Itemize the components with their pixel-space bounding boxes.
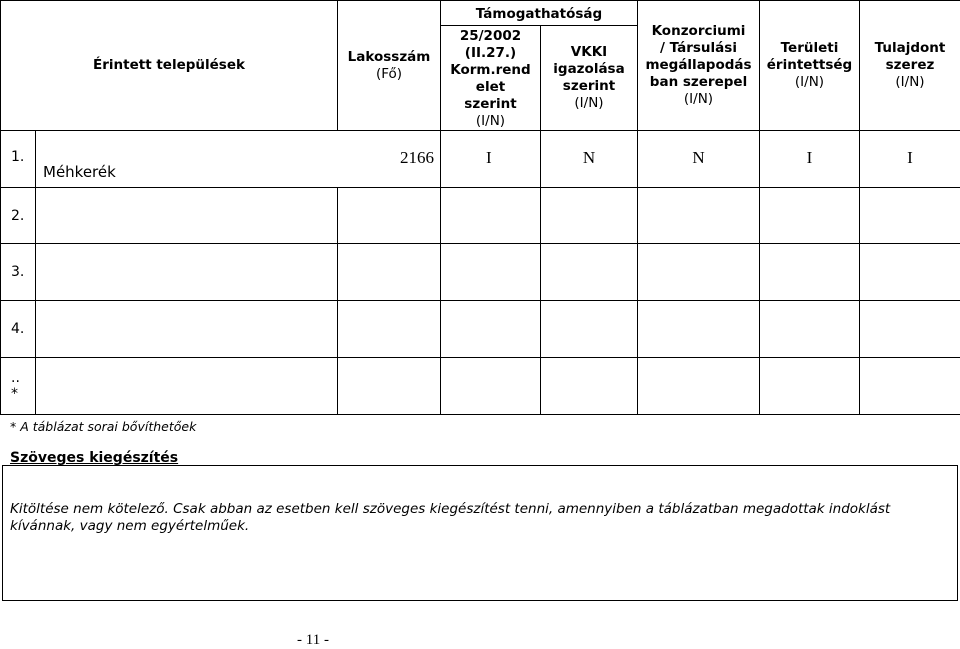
header-vkki-l4: (I/N) — [541, 95, 637, 112]
header-consortium-l5: (I/N) — [638, 91, 759, 108]
header-settlements: Érintett települések — [1, 1, 338, 131]
korm-value: I — [441, 131, 541, 188]
korm-value[interactable] — [441, 244, 541, 301]
ownership-value[interactable] — [860, 188, 960, 244]
territorial-value[interactable] — [760, 188, 860, 244]
header-vkki-l3: szerint — [541, 78, 637, 95]
consortium-value: N — [638, 131, 760, 188]
header-vkki — [541, 26, 638, 131]
supplement-text: Kitöltése nem kötelező. Csak abban az esetben kell szöveges kiegészítést tenni, amennyiben a táblázatban megadottak indoklást kívánnak, vagy nem egyértelműek. — [10, 501, 930, 535]
header-ownership-l3: (I/N) — [860, 74, 960, 91]
header-consortium-l3: megállapodás — [638, 57, 759, 74]
row-number: 4. — [1, 301, 36, 358]
settlement-name[interactable] — [36, 188, 338, 244]
supplement-title: Szöveges kiegészítés — [10, 450, 178, 466]
table-footnote: * A táblázat sorai bővíthetőek — [10, 419, 196, 434]
territorial-value[interactable] — [760, 244, 860, 301]
ownership-value[interactable] — [860, 358, 960, 415]
header-korm-l5: szerint — [441, 96, 540, 113]
header-territorial-l1: Területi — [760, 40, 859, 57]
header-consortium-l4: ban szerepel — [638, 74, 759, 91]
header-korm-l4: elet — [441, 79, 540, 96]
consortium-value[interactable] — [638, 301, 760, 358]
header-territorial-l3: (I/N) — [760, 74, 859, 91]
header-eligibility-group: Támogathatóság — [441, 1, 638, 26]
table-row — [1, 301, 960, 358]
territorial-value: I — [760, 131, 860, 188]
header-population — [338, 1, 441, 131]
population-value[interactable] — [338, 358, 441, 415]
table-row — [1, 188, 960, 244]
settlement-name[interactable] — [36, 244, 338, 301]
header-consortium-l2: / Társulási — [638, 40, 759, 57]
territorial-value[interactable] — [760, 301, 860, 358]
korm-value[interactable] — [441, 301, 541, 358]
vkki-value: N — [541, 131, 638, 188]
ownership-value[interactable] — [860, 244, 960, 301]
header-consortium — [638, 1, 760, 131]
settlement-name: Méhkerék — [36, 131, 338, 188]
vkki-value[interactable] — [541, 301, 638, 358]
ownership-value: I — [860, 131, 960, 188]
consortium-value[interactable] — [638, 188, 760, 244]
vkki-value[interactable] — [541, 244, 638, 301]
row-number: 2. — [1, 188, 36, 244]
consortium-value[interactable] — [638, 358, 760, 415]
vkki-value[interactable] — [541, 358, 638, 415]
korm-value[interactable] — [441, 188, 541, 244]
row-ellipsis: .. — [11, 370, 35, 386]
header-consortium-l1: Konzorciumi — [638, 23, 759, 40]
header-population-label: Lakosszám — [338, 49, 440, 66]
header-korm-l2: (II.27.) — [441, 45, 540, 62]
population-value[interactable] — [338, 301, 441, 358]
header-korm-l3: Korm.rend — [441, 62, 540, 79]
korm-value[interactable] — [441, 358, 541, 415]
header-ownership — [860, 1, 960, 131]
population-value[interactable] — [338, 244, 441, 301]
ownership-value[interactable] — [860, 301, 960, 358]
header-vkki-l1: VKKI — [541, 44, 637, 61]
header-korm-rendelet — [441, 26, 541, 131]
row-number: 1. — [1, 131, 36, 188]
population-value[interactable] — [338, 188, 441, 244]
settlement-name[interactable] — [36, 301, 338, 358]
consortium-value[interactable] — [638, 244, 760, 301]
row-number — [1, 358, 36, 415]
settlement-name[interactable] — [36, 358, 338, 415]
header-korm-l6: (I/N) — [441, 113, 540, 130]
row-asterisk: * — [11, 386, 35, 402]
table-row — [1, 244, 960, 301]
vkki-value[interactable] — [541, 188, 638, 244]
territorial-value[interactable] — [760, 358, 860, 415]
header-territorial — [760, 1, 860, 131]
page-number: - 11 - — [297, 632, 329, 649]
header-territorial-l2: érintettség — [760, 57, 859, 74]
header-population-unit: (Fő) — [338, 66, 440, 83]
table-row — [1, 131, 960, 188]
header-ownership-l2: szerez — [860, 57, 960, 74]
header-ownership-l1: Tulajdont — [860, 40, 960, 57]
row-number: 3. — [1, 244, 36, 301]
table-row-extensible — [1, 358, 960, 415]
header-vkki-l2: igazolása — [541, 61, 637, 78]
header-korm-l1: 25/2002 — [441, 28, 540, 45]
population-value: 2166 — [338, 131, 441, 188]
